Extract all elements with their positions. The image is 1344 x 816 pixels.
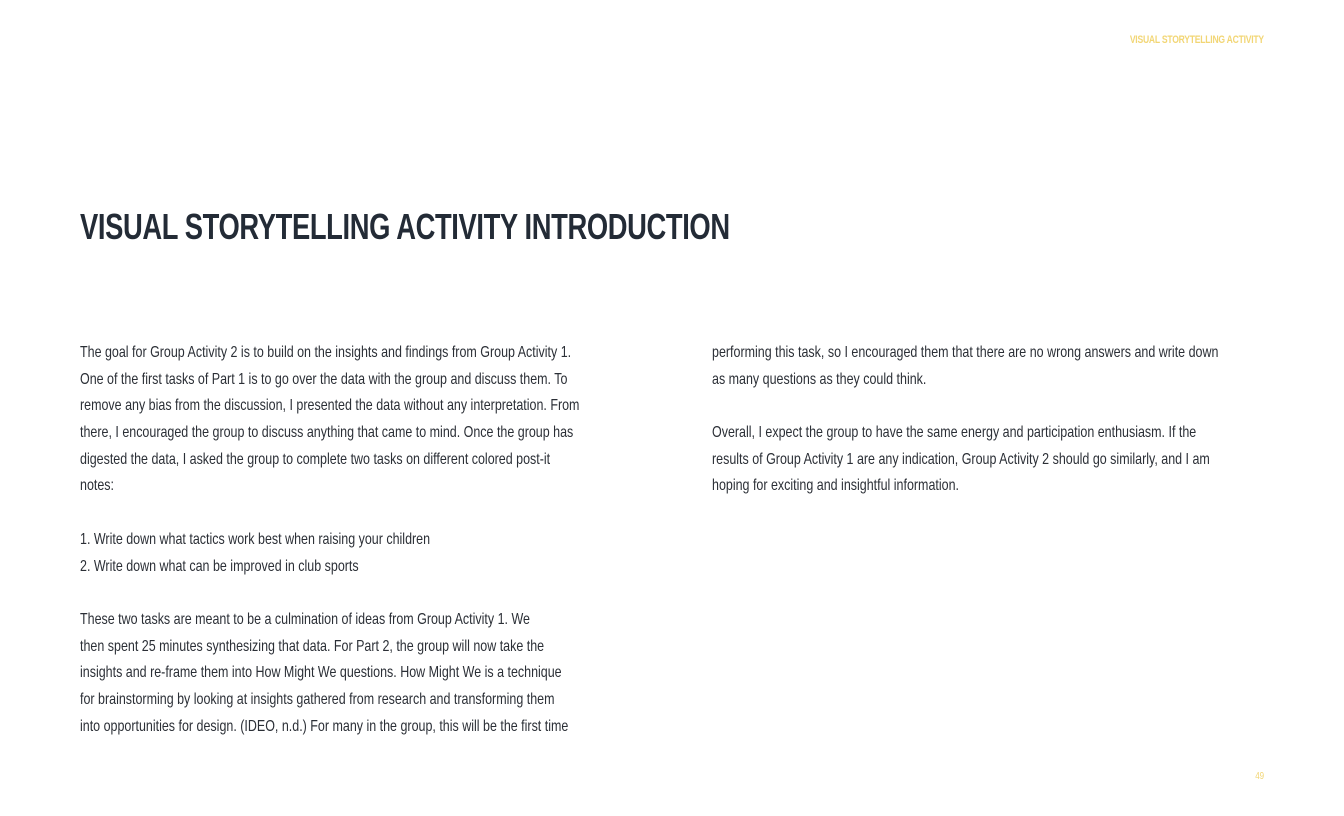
continuation-paragraph — [712, 340, 1266, 393]
text-line: digested the data, I asked the group to complete two tasks on different colored post-it — [80, 450, 551, 468]
text-line: results of Group Activity 1 are any indication, Group Activity 2 should go similarly, and I am — [712, 450, 1210, 468]
text-line: hoping for exciting and insightful information. — [712, 477, 959, 495]
text-line: then spent 25 minutes synthesizing that data. For Part 2, the group will now take the — [80, 637, 545, 655]
list-item: 2. Write down what can be improved in club sports — [80, 557, 359, 575]
text-line: notes: — [80, 477, 115, 495]
expectation-paragraph — [712, 420, 1266, 500]
text-line: Overall, I expect the group to have the same energy and participation enthusiasm. If the — [712, 424, 1197, 442]
text-line: The goal for Group Activity 2 is to build on the insights and findings from Group Activity 1. — [80, 344, 572, 361]
page-title: VISUAL STORYTELLING ACTIVITY INTRODUCTION — [80, 206, 730, 247]
right-column — [712, 340, 1266, 527]
text-line: remove any bias from the discussion, I presented the data without any interpretation. From — [80, 397, 580, 415]
left-column — [80, 340, 626, 767]
text-line: for brainstorming by looking at insights gathered from research and transforming them — [80, 690, 555, 708]
text-line: into opportunities for design. (IDEO, n.d.) For many in the group, this will be the first time — [80, 717, 569, 735]
intro-paragraph — [80, 340, 626, 500]
running-header: VISUAL STORYTELLING ACTIVITY — [1129, 34, 1264, 46]
list-item: 1. Write down what tactics work best when raising your children — [80, 530, 431, 548]
text-line: One of the first tasks of Part 1 is to go over the data with the group and discuss them. To — [80, 370, 568, 388]
text-line: These two tasks are meant to be a culmination of ideas from Group Activity 1. We — [80, 610, 530, 628]
task-list — [80, 527, 626, 580]
text-line: as many questions as they could think. — [712, 370, 927, 388]
page-number: 49 — [1255, 771, 1264, 782]
text-line: performing this task, so I encouraged them that there are no wrong answers and write down — [712, 344, 1219, 361]
synthesis-paragraph — [80, 607, 626, 740]
text-line: insights and re-frame them into How Might We questions. How Might We is a technique — [80, 664, 562, 682]
text-line: there, I encouraged the group to discuss anything that came to mind. Once the group has — [80, 424, 574, 442]
